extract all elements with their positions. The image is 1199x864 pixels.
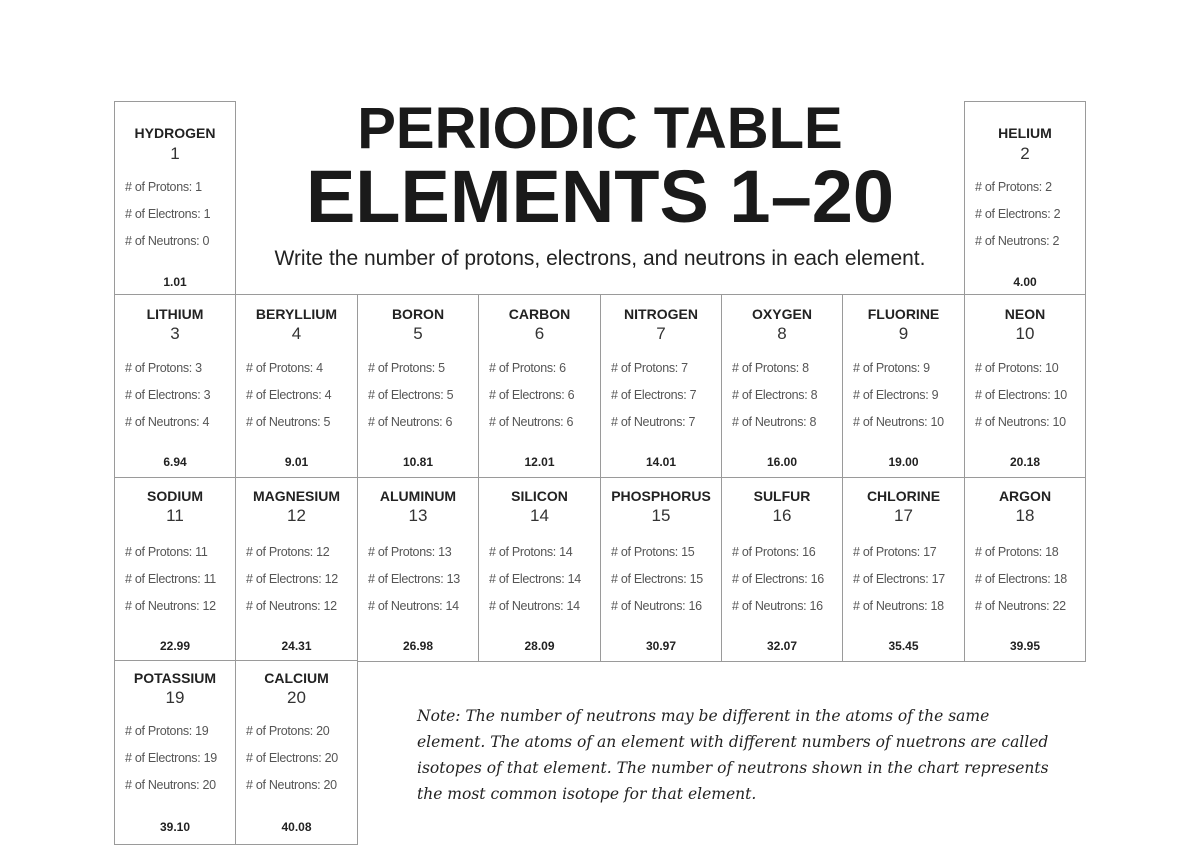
neutrons-value: 20 <box>323 778 337 792</box>
neutrons-count <box>853 415 944 430</box>
neutrons-value: 14 <box>566 599 580 613</box>
neutrons-value: 10 <box>930 415 944 429</box>
electrons-value: 11 <box>203 572 216 586</box>
element-cell-helium <box>964 101 1086 296</box>
electrons-value: 18 <box>1053 572 1067 586</box>
neutrons-label: # of Neutrons: <box>611 415 689 429</box>
electrons-count <box>975 207 1060 222</box>
atomic-number: 12 <box>287 506 306 525</box>
element-name: LITHIUM <box>146 306 204 322</box>
protons-label: # of Protons: <box>246 724 317 738</box>
title-periodic-table: PERIODIC TABLE <box>357 96 843 161</box>
neutrons-label: # of Neutrons: <box>732 415 810 429</box>
protons-label: # of Protons: <box>125 361 196 375</box>
atomic-mass: 4.00 <box>1013 275 1037 289</box>
atomic-mass: 1.01 <box>163 275 187 289</box>
neutrons-value: 12 <box>323 599 337 613</box>
protons-count <box>125 180 202 195</box>
atomic-mass: 26.98 <box>402 639 434 653</box>
neutrons-value: 16 <box>809 599 823 613</box>
electrons-value: 12 <box>324 572 338 586</box>
atomic-number: 14 <box>530 506 549 525</box>
title-elements-range: ELEMENTS 1–20 <box>305 155 895 238</box>
protons-value: 4 <box>316 361 323 375</box>
atomic-number: 20 <box>287 688 306 707</box>
neutrons-count <box>853 599 944 614</box>
atomic-mass: 24.31 <box>281 639 312 653</box>
electrons-label: # of Electrons: <box>611 572 690 586</box>
protons-value: 13 <box>438 545 452 559</box>
neutrons-value: 2 <box>1052 234 1060 248</box>
neutrons-label: # of Neutrons: <box>853 415 931 429</box>
electrons-count <box>853 572 945 587</box>
electrons-label: # of Electrons: <box>246 572 325 586</box>
atomic-number: 9 <box>898 324 909 343</box>
protons-count <box>853 545 936 560</box>
electrons-value: 13 <box>446 572 460 586</box>
atomic-number: 2 <box>1020 144 1030 163</box>
electrons-count <box>125 207 210 222</box>
element-name: MAGNESIUM <box>252 488 341 504</box>
neutrons-count <box>489 599 580 614</box>
neutrons-label: # of Neutrons: <box>125 415 203 429</box>
protons-count <box>246 361 323 376</box>
atomic-mass: 40.08 <box>281 820 312 834</box>
protons-count <box>368 361 445 376</box>
atomic-number: 13 <box>408 506 428 525</box>
protons-value: 10 <box>1045 361 1059 375</box>
protons-count <box>125 361 202 376</box>
electrons-label: # of Electrons: <box>125 572 204 586</box>
protons-count <box>853 361 930 376</box>
electrons-count <box>125 388 210 403</box>
neutrons-count <box>125 778 216 793</box>
neutrons-value: 18 <box>930 599 944 613</box>
element-name: HYDROGEN <box>134 125 216 141</box>
protons-count <box>975 545 1058 560</box>
atomic-number: 10 <box>1015 324 1035 343</box>
element-cell-beryllium <box>235 294 358 479</box>
protons-value: 12 <box>316 545 330 559</box>
electrons-count <box>246 572 338 587</box>
neutrons-value: 20 <box>202 778 216 792</box>
neutrons-label: # of Neutrons: <box>732 599 810 613</box>
neutrons-value: 5 <box>323 415 331 429</box>
neutrons-value: 6 <box>445 415 453 429</box>
protons-label: # of Protons: <box>975 361 1046 375</box>
protons-value: 7 <box>681 361 688 375</box>
element-name: SILICON <box>511 488 568 504</box>
electrons-value: 4 <box>324 388 332 402</box>
element-cell-carbon <box>478 294 601 479</box>
element-name: CHLORINE <box>866 488 941 504</box>
electrons-value: 14 <box>567 572 581 586</box>
neutrons-count <box>611 415 695 430</box>
electrons-label: # of Electrons: <box>246 751 325 765</box>
atomic-number: 1 <box>170 144 180 163</box>
electrons-count <box>368 572 460 587</box>
element-name: SULFUR <box>753 488 811 504</box>
neutrons-label: # of Neutrons: <box>611 599 689 613</box>
electrons-count <box>125 751 217 766</box>
protons-count <box>732 545 815 560</box>
protons-value: 15 <box>681 545 695 559</box>
protons-label: # of Protons: <box>125 180 196 194</box>
atomic-mass: 22.99 <box>159 639 191 653</box>
protons-value: 6 <box>559 361 566 375</box>
atomic-mass: 32.07 <box>766 639 798 653</box>
neutrons-label: # of Neutrons: <box>246 415 324 429</box>
neutrons-count <box>246 599 337 614</box>
element-name: NITROGEN <box>624 306 698 322</box>
protons-value: 19 <box>195 724 209 738</box>
neutrons-count <box>246 415 330 430</box>
atomic-mass: 14.01 <box>645 455 677 469</box>
electrons-value: 9 <box>931 388 939 402</box>
element-name: NEON <box>1004 306 1046 322</box>
instructions: Write the number of protons, electrons, and neutrons in each element. <box>274 247 926 270</box>
protons-label: # of Protons: <box>368 545 439 559</box>
atomic-mass: 20.18 <box>1009 455 1041 469</box>
element-name: SODIUM <box>147 488 203 504</box>
protons-label: # of Protons: <box>975 545 1046 559</box>
element-name: FLUORINE <box>867 306 940 322</box>
element-cell-calcium <box>235 660 358 845</box>
atomic-number: 6 <box>534 324 545 343</box>
protons-count <box>611 361 688 376</box>
neutrons-label: # of Neutrons: <box>125 599 203 613</box>
electrons-label: # of Electrons: <box>975 207 1054 221</box>
element-name: POTASSIUM <box>133 670 217 686</box>
neutrons-count <box>611 599 702 614</box>
electrons-label: # of Electrons: <box>246 388 325 402</box>
protons-label: # of Protons: <box>246 545 317 559</box>
electrons-count <box>368 388 453 403</box>
electrons-label: # of Electrons: <box>368 388 447 402</box>
element-cell-silicon <box>478 477 601 662</box>
atomic-mass: 35.45 <box>888 639 919 653</box>
atomic-mass: 28.09 <box>524 639 555 653</box>
neutrons-value: 12 <box>202 599 216 613</box>
element-name: CALCIUM <box>264 670 329 686</box>
element-name: ALUMINUM <box>379 488 457 504</box>
protons-count <box>489 545 572 560</box>
neutrons-count <box>125 234 209 249</box>
atomic-mass: 10.81 <box>402 455 434 469</box>
electrons-value: 3 <box>203 388 211 402</box>
atomic-mass: 39.95 <box>1009 639 1041 653</box>
protons-value: 9 <box>923 361 930 375</box>
atomic-number: 8 <box>777 324 787 343</box>
neutrons-value: 6 <box>566 415 574 429</box>
neutrons-count <box>975 599 1066 614</box>
neutrons-label: # of Neutrons: <box>489 415 567 429</box>
atomic-mass: 30.97 <box>645 639 677 653</box>
element-cell-sulfur <box>721 477 843 662</box>
element-cell-nitrogen <box>600 294 722 479</box>
electrons-value: 19 <box>203 751 217 765</box>
atomic-number: 16 <box>772 506 792 525</box>
element-name: OXYGEN <box>752 306 812 322</box>
protons-label: # of Protons: <box>125 545 196 559</box>
atomic-mass: 16.00 <box>766 455 798 469</box>
element-cell-aluminum <box>357 477 479 662</box>
neutrons-value: 8 <box>809 415 817 429</box>
neutrons-label: # of Neutrons: <box>853 599 931 613</box>
electrons-count <box>732 388 817 403</box>
electrons-count <box>489 388 574 403</box>
element-cell-sodium <box>114 477 236 662</box>
element-name: BERYLLIUM <box>255 306 338 322</box>
protons-count <box>125 545 208 560</box>
electrons-label: # of Electrons: <box>489 572 568 586</box>
electrons-count <box>611 388 696 403</box>
protons-label: # of Protons: <box>732 361 803 375</box>
element-name: ARGON <box>998 488 1052 504</box>
electrons-value: 5 <box>446 388 454 402</box>
electrons-label: # of Electrons: <box>125 751 204 765</box>
atomic-number: 18 <box>1015 506 1035 525</box>
electrons-label: # of Electrons: <box>368 572 447 586</box>
electrons-count <box>125 572 216 587</box>
electrons-value: 17 <box>931 572 945 586</box>
protons-count <box>246 545 329 560</box>
element-cell-boron <box>357 294 479 479</box>
electrons-value: 1 <box>203 207 211 221</box>
electrons-count <box>246 388 331 403</box>
neutrons-value: 7 <box>688 415 696 429</box>
element-cell-oxygen <box>721 294 843 479</box>
atomic-number: 3 <box>170 324 180 343</box>
protons-count <box>368 545 451 560</box>
protons-count <box>975 180 1052 195</box>
atomic-mass: 19.00 <box>888 455 919 469</box>
electrons-label: # of Electrons: <box>732 572 811 586</box>
electrons-value: 10 <box>1053 388 1067 402</box>
neutrons-label: # of Neutrons: <box>368 599 446 613</box>
element-cell-argon <box>964 477 1086 662</box>
neutrons-count <box>975 234 1059 249</box>
protons-value: 2 <box>1045 180 1052 194</box>
neutrons-count <box>125 415 209 430</box>
element-cell-phosphorus <box>600 477 722 662</box>
protons-value: 14 <box>559 545 573 559</box>
protons-count <box>489 361 566 376</box>
element-cell-lithium <box>114 294 236 479</box>
neutrons-label: # of Neutrons: <box>975 234 1053 248</box>
electrons-label: # of Electrons: <box>125 207 204 221</box>
electrons-label: # of Electrons: <box>489 388 568 402</box>
atomic-number: 17 <box>894 506 913 525</box>
protons-value: 16 <box>802 545 816 559</box>
neutrons-value: 10 <box>1052 415 1066 429</box>
neutrons-count <box>732 599 823 614</box>
protons-label: # of Protons: <box>246 361 317 375</box>
electrons-value: 8 <box>810 388 818 402</box>
element-name: HELIUM <box>998 125 1052 141</box>
electrons-value: 16 <box>810 572 824 586</box>
electrons-count <box>611 572 703 587</box>
element-cell-magnesium <box>235 477 358 662</box>
neutrons-label: # of Neutrons: <box>368 415 446 429</box>
electrons-count <box>489 572 581 587</box>
neutrons-count <box>975 415 1066 430</box>
element-cell-potassium <box>114 660 236 845</box>
atomic-mass: 12.01 <box>524 455 555 469</box>
neutrons-value: 14 <box>445 599 459 613</box>
element-cell-neon <box>964 294 1086 479</box>
neutrons-count <box>368 415 452 430</box>
electrons-count <box>732 572 824 587</box>
electrons-count <box>975 388 1067 403</box>
electrons-label: # of Electrons: <box>611 388 690 402</box>
atomic-number: 5 <box>413 324 423 343</box>
element-name: CARBON <box>508 306 571 322</box>
neutrons-count <box>125 599 216 614</box>
atomic-number: 11 <box>166 506 184 525</box>
atomic-number: 7 <box>656 324 666 343</box>
element-name: BORON <box>391 306 445 322</box>
protons-label: # of Protons: <box>489 545 560 559</box>
protons-count <box>246 724 329 739</box>
element-name: PHOSPHORUS <box>611 488 711 504</box>
neutrons-count <box>246 778 337 793</box>
atomic-number: 19 <box>165 688 185 707</box>
atomic-mass: 9.01 <box>284 455 309 469</box>
neutrons-label: # of Neutrons: <box>246 599 324 613</box>
electrons-label: # of Electrons: <box>125 388 204 402</box>
electrons-value: 6 <box>567 388 575 402</box>
neutrons-label: # of Neutrons: <box>975 415 1053 429</box>
element-cell-chlorine <box>842 477 965 662</box>
protons-value: 3 <box>195 361 202 375</box>
electrons-count <box>975 572 1067 587</box>
electrons-value: 2 <box>1053 207 1061 221</box>
neutrons-label: # of Neutrons: <box>975 599 1053 613</box>
neutrons-label: # of Neutrons: <box>125 778 203 792</box>
protons-label: # of Protons: <box>611 545 682 559</box>
protons-count <box>125 724 208 739</box>
protons-label: # of Protons: <box>732 545 803 559</box>
protons-count <box>732 361 809 376</box>
neutrons-count <box>489 415 573 430</box>
neutrons-count <box>368 599 459 614</box>
electrons-value: 20 <box>324 751 338 765</box>
electrons-label: # of Electrons: <box>975 388 1054 402</box>
neutrons-value: 4 <box>202 415 210 429</box>
neutrons-label: # of Neutrons: <box>489 599 567 613</box>
protons-label: # of Protons: <box>489 361 560 375</box>
neutrons-value: 16 <box>688 599 702 613</box>
protons-value: 8 <box>802 361 809 375</box>
element-cell-hydrogen <box>114 101 236 296</box>
neutrons-label: # of Neutrons: <box>246 778 324 792</box>
protons-value: 5 <box>438 361 445 375</box>
protons-value: 1 <box>195 180 202 194</box>
protons-value: 20 <box>316 724 330 738</box>
protons-label: # of Protons: <box>975 180 1046 194</box>
protons-count <box>975 361 1058 376</box>
neutrons-value: 0 <box>202 234 210 248</box>
protons-count <box>611 545 694 560</box>
electrons-label: # of Electrons: <box>853 572 932 586</box>
protons-label: # of Protons: <box>853 545 924 559</box>
electrons-count <box>853 388 938 403</box>
protons-label: # of Protons: <box>125 724 196 738</box>
electrons-count <box>246 751 338 766</box>
protons-label: # of Protons: <box>611 361 682 375</box>
protons-label: # of Protons: <box>853 361 924 375</box>
neutrons-value: 22 <box>1052 599 1066 613</box>
electrons-value: 15 <box>689 572 703 586</box>
isotope-note: Note: The number of neutrons may be different in the atoms of the same element. The atoms of an element with different numbers of nuetrons are called isotopes of that element. The number of neutrons shown in the chart represents the most common isotope for that element. <box>417 707 1049 803</box>
electrons-label: # of Electrons: <box>975 572 1054 586</box>
neutrons-label: # of Neutrons: <box>125 234 203 248</box>
element-cell-fluorine <box>842 294 965 479</box>
electrons-value: 7 <box>689 388 697 402</box>
atomic-number: 15 <box>651 506 671 525</box>
electrons-label: # of Electrons: <box>732 388 811 402</box>
atomic-mass: 6.94 <box>163 455 187 469</box>
atomic-mass: 39.10 <box>159 820 191 834</box>
electrons-label: # of Electrons: <box>853 388 932 402</box>
atomic-number: 4 <box>291 324 302 343</box>
protons-label: # of Protons: <box>368 361 439 375</box>
protons-value: 18 <box>1045 545 1059 559</box>
protons-value: 17 <box>923 545 937 559</box>
protons-value: 11 <box>195 545 208 559</box>
neutrons-count <box>732 415 816 430</box>
